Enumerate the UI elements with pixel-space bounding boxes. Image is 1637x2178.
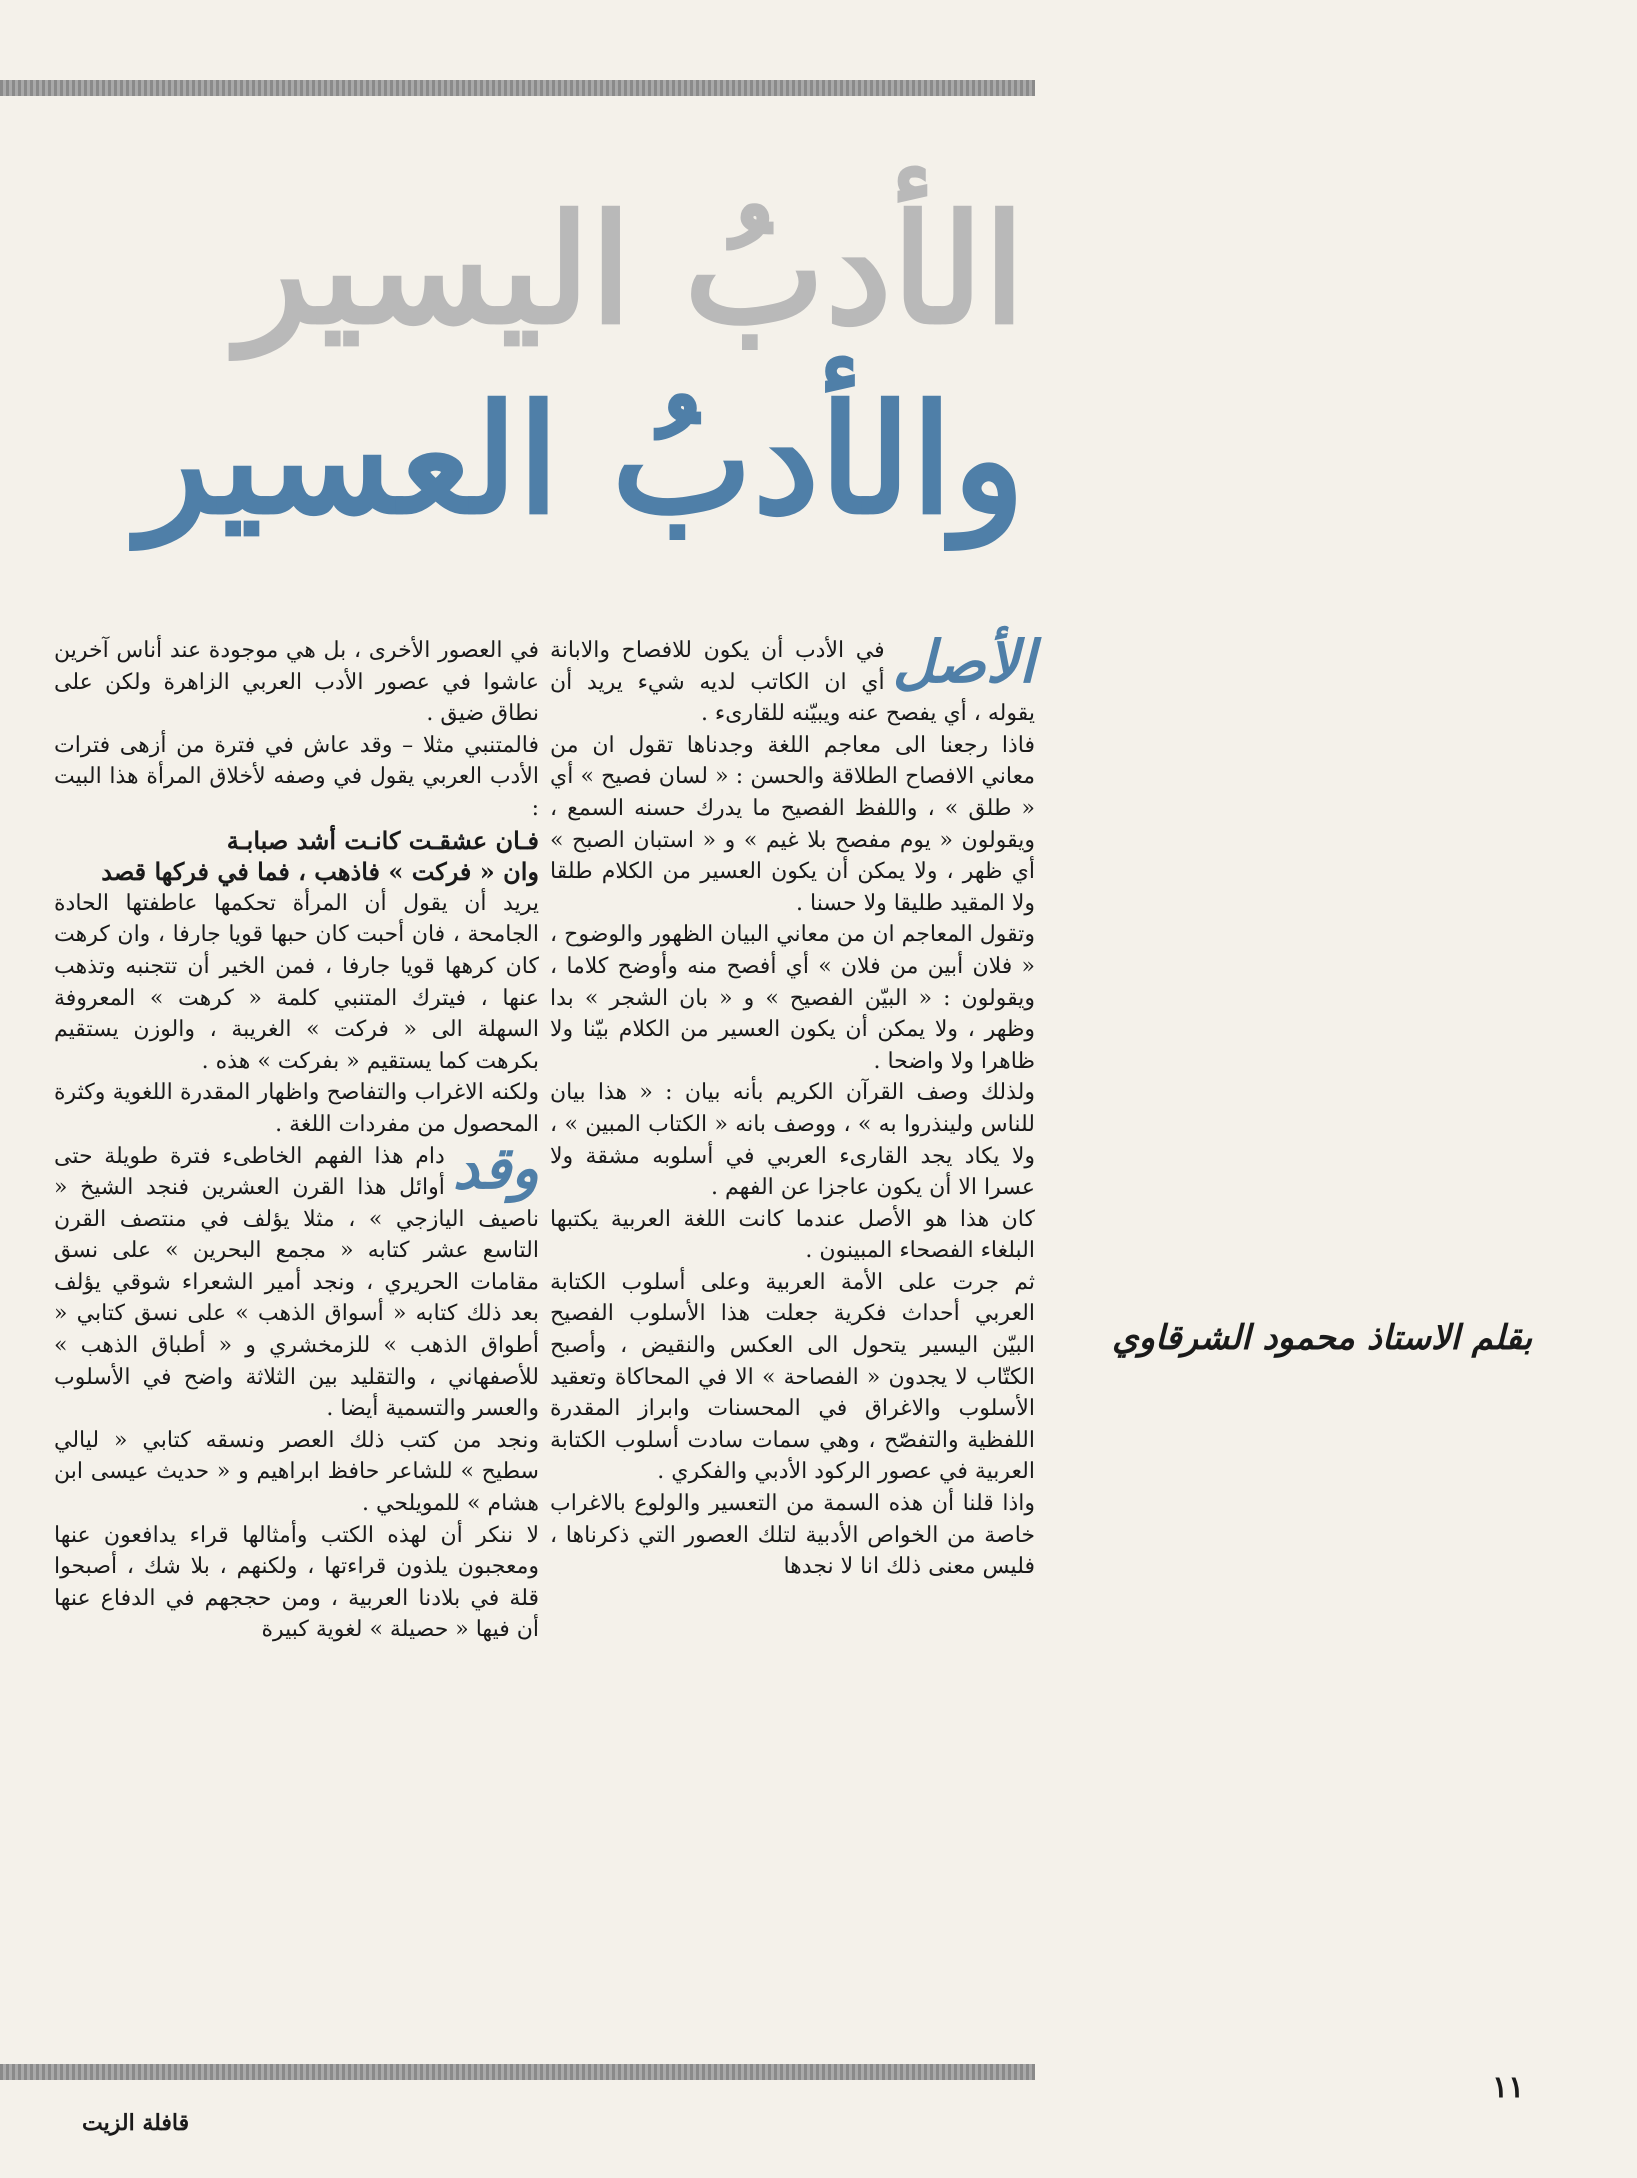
verse-line-1: فـان عشقـت كانـت أشد صبابـة — [226, 825, 539, 855]
paragraph: ثم جرت على الأمة العربية وعلى أسلوب الكتابة العربي أحداث فكرية جعلت هذا الأسلوب الفصيح البيّن اليسير يتحول الى العكس والنقيض ، وأصبح الكتّاب لا يجدون « الفصاحة » الا في المحاكاة وتعقيد الأسلوب والاغراق في المحسنات وابراز المقدرة اللفظية والتفصّح ، وهي سمات سادت أسلوب الكتابة العربية في عصور الركود الأدبي والفكري . — [550, 1269, 1035, 1485]
magazine-name: قافلة الزيت — [82, 2110, 190, 2136]
paragraph: فالمتنبي مثلا – وقد عاش في فترة من أزهى فترات الأدب العربي يقول في وصفه لأخلاق المرأة هذا البيت : — [54, 732, 539, 821]
title-line-1: الأدبُ اليسير — [237, 182, 1025, 358]
title-line-2: والأدبُ العسير — [137, 372, 1025, 548]
page-number: ١١ — [1492, 2070, 1525, 2105]
paragraph: في الأدب أن يكون للافصاح والابانة أي ان الكاتب لديه شيء يريد أن يقوله ، أي يفصح عنه ويبيّنه للقارىء . — [550, 638, 1035, 727]
bottom-rule — [0, 2064, 1035, 2080]
drop-word-left: وقد — [452, 1133, 539, 1202]
paragraph: دام هذا الفهم الخاطىء فترة طويلة حتى أوائل هذا القرن العشرين فنجد الشيخ « ناصيف اليازجي » ، مثلا يؤلف في منتصف القرن التاسع عشر كتابه « مجمع البحرين » على نسق مقامات الحريري ، ونجد أمير الشعراء شوقي يؤلف بعد ذلك كتابه « أسواق الذهب » على نسق كتابي « أطواق الذهب » للزمخشري و « أطباق الذهب » للأصفهاني ، والتقليد بين الثلاثة واضح في الأسلوب والعسر والتسمية أيضا . — [54, 1143, 539, 1422]
paragraph: لا ننكر أن لهذه الكتب وأمثالها قراء يدافعون عنها ومعجبون يلذون قراءتها ، ولكنهم ، بلا شك ، أصبحوا قلة في بلادنا العربية ، ومن حججهم في الدفاع عنها أن فيها « حصيلة » لغوية كبيرة — [54, 1522, 539, 1643]
left-column — [54, 635, 539, 1646]
paragraph: يريد أن يقول أن المرأة تحكمها عاطفتها الحادة الجامحة ، فان أحبت كان حبها قويا جارفا ، وان كرهت كان كرهها قويا جارفا ، فمن الخير أن تتجنبه وتذهب عنها ، فيترك المتنبي كلمة « كرهت » المعروفة السهلة الى « فركت » الغريبة ، والوزن يستقيم بكرهت كما يستقيم « بفركت » هذه . — [54, 890, 539, 1074]
paragraph: ولكنه الاغراب والتفاصح واظهار المقدرة اللغوية وكثرة المحصول من مفردات اللغة . — [54, 1080, 539, 1137]
verse-line-2: وان « فركت » فاذهب ، فما في فركها قصد — [101, 857, 539, 887]
paragraph: واذا قلنا أن هذه السمة من التعسير والولوع بالاغراب خاصة من الخواص الأدبية لتلك العصور التي ذكرناها ، فليس معنى ذلك انا لا نجدها — [550, 1491, 1035, 1580]
top-rule — [0, 80, 1035, 96]
paragraph: وتقول المعاجم ان من معاني البيان الظهور والوضوح ، « فلان أبين من فلان » أي أفصح منه وأوضح كلاما ، ويقولون : « البيّن الفصيح » و « بان الشجر » بدا وظهر ، ولا يمكن أن يكون العسير من الكلام بيّنا ولا ظاهرا ولا واضحا . — [550, 922, 1035, 1074]
drop-word-right: الأصل — [892, 628, 1035, 696]
paragraph: في العصور الأخرى ، بل هي موجودة عند أناس آخرين عاشوا في عصور الأدب العربي الزاهرة ولكن على نطاق ضيق . — [54, 638, 539, 727]
right-column — [550, 628, 1035, 1583]
paragraph: ولذلك وصف القرآن الكريم بأنه بيان : « هذا بيان للناس ولينذروا به » ، ووصف بانه « الكتاب المبين » ، ولا يكاد يجد القارىء العربي في أسلوبه مشقة ولا عسرا الا أن يكون عاجزا عن الفهم . — [550, 1080, 1035, 1201]
paragraph: كان هذا هو الأصل عندما كانت اللغة العربية يكتبها البلغاء الفصحاء المبينون . — [550, 1206, 1035, 1264]
author-byline: بقلم الاستاذ محمود الشرقاوي — [1112, 1318, 1533, 1358]
paragraph: ونجد من كتب ذلك العصر ونسقه كتابي « ليالي سطيح » للشاعر حافظ ابراهيم و « حديث عيسى ابن هشام » للمويلحي . — [54, 1427, 539, 1517]
paragraph: فاذا رجعنا الى معاجم اللغة وجدناها تقول ان من معاني الافصاح الطلاقة والحسن : « لسان فصيح » أي « طلق » ، واللفظ الفصيح ما يدرك حسنه السمع ، ويقولون « يوم مفصح بلا غيم » و « استبان الصبح » أي ظهر ، ولا يمكن أن يكون العسير من الكلام طلقا ولا المقيد طليقا ولا حسنا . — [550, 732, 1035, 916]
